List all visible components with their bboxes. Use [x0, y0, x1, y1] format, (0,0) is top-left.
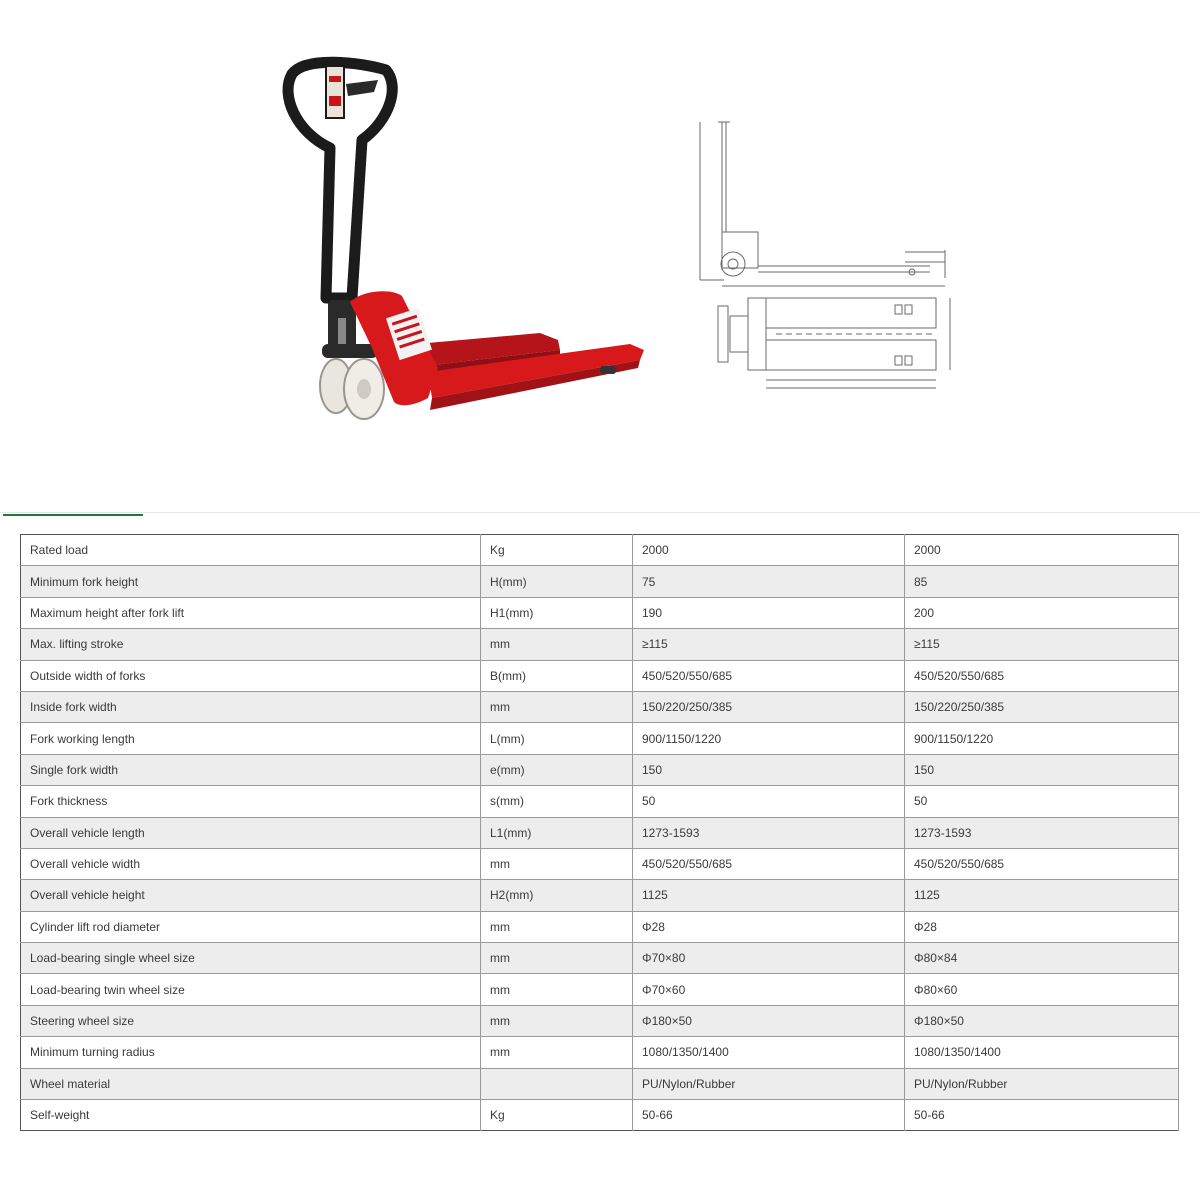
spec-unit-cell	[481, 1068, 633, 1099]
spec-value-model-2: 150/220/250/385	[905, 691, 1179, 722]
spec-value-model-1: Φ28	[633, 911, 905, 942]
spec-unit-cell: Kg	[481, 1100, 633, 1131]
spec-name-cell: Self-weight	[21, 1100, 481, 1131]
spec-value-model-1: 190	[633, 597, 905, 628]
spec-unit-cell: mm	[481, 1005, 633, 1036]
spec-unit-cell: Kg	[481, 535, 633, 566]
spec-value-model-2: 150	[905, 754, 1179, 785]
spec-value-model-1: Φ180×50	[633, 1005, 905, 1036]
spec-value-model-1: PU/Nylon/Rubber	[633, 1068, 905, 1099]
spec-unit-cell: mm	[481, 1037, 633, 1068]
table-row	[21, 629, 1179, 660]
table-row	[21, 691, 1179, 722]
spec-unit-cell: H(mm)	[481, 566, 633, 597]
spec-value-model-1: 450/520/550/685	[633, 660, 905, 691]
spec-name-cell: Max. lifting stroke	[21, 629, 481, 660]
spec-unit-cell: e(mm)	[481, 754, 633, 785]
spec-unit-cell: mm	[481, 848, 633, 879]
table-row	[21, 848, 1179, 879]
spec-name-cell: Outside width of forks	[21, 660, 481, 691]
spec-unit-cell: mm	[481, 911, 633, 942]
table-row	[21, 535, 1179, 566]
spec-value-model-2: 450/520/550/685	[905, 660, 1179, 691]
table-row	[21, 1100, 1179, 1131]
spec-unit-cell: B(mm)	[481, 660, 633, 691]
spec-value-model-2: Φ80×84	[905, 943, 1179, 974]
spec-value-model-2: 450/520/550/685	[905, 848, 1179, 879]
spec-name-cell: Load-bearing twin wheel size	[21, 974, 481, 1005]
spec-value-model-2: 50	[905, 786, 1179, 817]
table-row	[21, 566, 1179, 597]
spec-value-model-2: Φ28	[905, 911, 1179, 942]
spec-value-model-1: 900/1150/1220	[633, 723, 905, 754]
spec-table	[20, 534, 1179, 1131]
spec-unit-cell: H1(mm)	[481, 597, 633, 628]
spec-name-cell: Wheel material	[21, 1068, 481, 1099]
spec-name-cell: Fork thickness	[21, 786, 481, 817]
table-row	[21, 911, 1179, 942]
spec-unit-cell: mm	[481, 943, 633, 974]
spec-value-model-1: 50	[633, 786, 905, 817]
spec-name-cell: Overall vehicle width	[21, 848, 481, 879]
spec-value-model-1: 150/220/250/385	[633, 691, 905, 722]
table-row	[21, 1037, 1179, 1068]
spec-value-model-2: 1080/1350/1400	[905, 1037, 1179, 1068]
spec-name-cell: Cylinder lift rod diameter	[21, 911, 481, 942]
spec-value-model-2: 900/1150/1220	[905, 723, 1179, 754]
spec-unit-cell: mm	[481, 691, 633, 722]
spec-value-model-1: ≥115	[633, 629, 905, 660]
spec-value-model-2: 2000	[905, 535, 1179, 566]
spec-value-model-1: Φ70×80	[633, 943, 905, 974]
spec-value-model-1: 75	[633, 566, 905, 597]
table-row	[21, 754, 1179, 785]
table-row	[21, 1068, 1179, 1099]
spec-unit-cell: mm	[481, 974, 633, 1005]
table-row	[21, 974, 1179, 1005]
spec-value-model-2: Φ180×50	[905, 1005, 1179, 1036]
spec-value-model-2: 85	[905, 566, 1179, 597]
spec-value-model-2: 50-66	[905, 1100, 1179, 1131]
spec-value-model-1: Φ70×60	[633, 974, 905, 1005]
spec-value-model-1: 1080/1350/1400	[633, 1037, 905, 1068]
section-accent-line	[3, 514, 143, 516]
spec-unit-cell: H2(mm)	[481, 880, 633, 911]
spec-value-model-2: 1273-1593	[905, 817, 1179, 848]
spec-name-cell: Overall vehicle height	[21, 880, 481, 911]
table-row	[21, 943, 1179, 974]
spec-name-cell: Load-bearing single wheel size	[21, 943, 481, 974]
spec-value-model-2: 200	[905, 597, 1179, 628]
spec-value-model-1: 2000	[633, 535, 905, 566]
spec-value-model-1: 50-66	[633, 1100, 905, 1131]
spec-unit-cell: L1(mm)	[481, 817, 633, 848]
spec-value-model-1: 1273-1593	[633, 817, 905, 848]
spec-value-model-1: 150	[633, 754, 905, 785]
pallet-truck-photo	[270, 50, 660, 430]
spec-name-cell: Single fork width	[21, 754, 481, 785]
spec-value-model-2: 1125	[905, 880, 1179, 911]
spec-unit-cell: s(mm)	[481, 786, 633, 817]
spec-name-cell: Inside fork width	[21, 691, 481, 722]
spec-name-cell: Minimum turning radius	[21, 1037, 481, 1068]
spec-unit-cell: mm	[481, 629, 633, 660]
table-row	[21, 817, 1179, 848]
table-row	[21, 1005, 1179, 1036]
spec-name-cell: Maximum height after fork lift	[21, 597, 481, 628]
table-row	[21, 880, 1179, 911]
spec-value-model-1: 1125	[633, 880, 905, 911]
table-row	[21, 786, 1179, 817]
spec-name-cell: Overall vehicle length	[21, 817, 481, 848]
spec-value-model-1: 450/520/550/685	[633, 848, 905, 879]
technical-drawing	[688, 115, 958, 395]
table-row	[21, 660, 1179, 691]
spec-unit-cell: L(mm)	[481, 723, 633, 754]
spec-value-model-2: Φ80×60	[905, 974, 1179, 1005]
spec-name-cell: Rated load	[21, 535, 481, 566]
spec-name-cell: Fork working length	[21, 723, 481, 754]
table-row	[21, 597, 1179, 628]
spec-name-cell: Steering wheel size	[21, 1005, 481, 1036]
spec-value-model-2: PU/Nylon/Rubber	[905, 1068, 1179, 1099]
spec-table-body	[21, 535, 1179, 1131]
section-divider	[0, 512, 1200, 513]
spec-value-model-2: ≥115	[905, 629, 1179, 660]
spec-name-cell: Minimum fork height	[21, 566, 481, 597]
table-row	[21, 723, 1179, 754]
